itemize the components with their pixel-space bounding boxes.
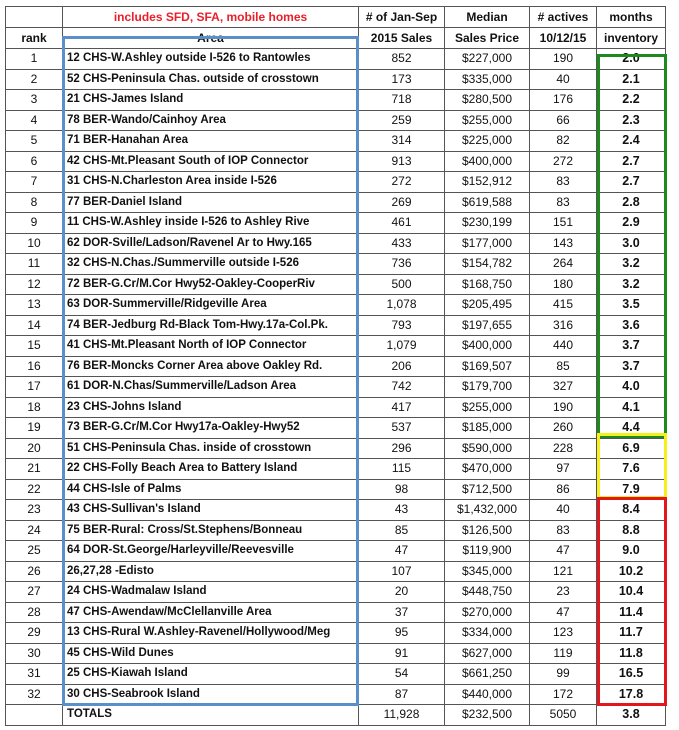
header-row-2	[6, 28, 666, 49]
row-price: $345,000	[445, 561, 530, 582]
table-row	[6, 274, 666, 295]
row-price: $152,912	[445, 172, 530, 193]
row-rank: 16	[6, 356, 63, 377]
row-sales: 47	[359, 541, 445, 562]
header-blank	[6, 7, 63, 28]
totals-actives: 5050	[530, 705, 597, 726]
row-actives: 83	[530, 192, 597, 213]
row-area: 74 BER-Jedburg Rd-Black Tom-Hwy.17a-Col.Pk.	[63, 315, 359, 336]
row-rank: 32	[6, 684, 63, 705]
row-price: $280,500	[445, 90, 530, 111]
row-inventory: 11.8	[597, 643, 666, 664]
table-row	[6, 90, 666, 111]
row-inventory: 3.7	[597, 336, 666, 357]
table-row	[6, 582, 666, 603]
row-area: 61 DOR-N.Chas/Summerville/Ladson Area	[63, 377, 359, 398]
row-price: $627,000	[445, 643, 530, 664]
row-sales: 461	[359, 213, 445, 234]
row-rank: 15	[6, 336, 63, 357]
row-sales: 852	[359, 49, 445, 70]
row-inventory: 2.4	[597, 131, 666, 152]
row-inventory: 7.6	[597, 459, 666, 480]
row-actives: 143	[530, 233, 597, 254]
row-area: 62 DOR-Sville/Ladson/Ravenel Ar to Hwy.165	[63, 233, 359, 254]
table-row	[6, 418, 666, 439]
row-price: $179,700	[445, 377, 530, 398]
row-area: 32 CHS-N.Chas./Summerville outside I-526	[63, 254, 359, 275]
row-inventory: 3.6	[597, 315, 666, 336]
row-inventory: 11.7	[597, 623, 666, 644]
row-area: 72 BER-G.Cr/M.Cor Hwy52-Oakley-CooperRiv	[63, 274, 359, 295]
row-sales: 85	[359, 520, 445, 541]
row-actives: 316	[530, 315, 597, 336]
row-inventory: 3.2	[597, 274, 666, 295]
totals-label: TOTALS	[63, 705, 359, 726]
row-inventory: 2.0	[597, 49, 666, 70]
table-row	[6, 131, 666, 152]
table-row	[6, 295, 666, 316]
row-rank: 26	[6, 561, 63, 582]
table-row	[6, 500, 666, 521]
table-row	[6, 172, 666, 193]
table-row	[6, 254, 666, 275]
row-area: 45 CHS-Wild Dunes	[63, 643, 359, 664]
row-price: $590,000	[445, 438, 530, 459]
row-rank: 11	[6, 254, 63, 275]
table-row	[6, 438, 666, 459]
row-sales: 1,078	[359, 295, 445, 316]
row-actives: 47	[530, 602, 597, 623]
row-rank: 17	[6, 377, 63, 398]
totals-inventory: 3.8	[597, 705, 666, 726]
table-row	[6, 623, 666, 644]
header-actives-line1: # actives	[530, 7, 597, 28]
table-row	[6, 151, 666, 172]
row-area: 23 CHS-Johns Island	[63, 397, 359, 418]
row-sales: 433	[359, 233, 445, 254]
row-actives: 176	[530, 90, 597, 111]
header-note: includes SFD, SFA, mobile homes	[63, 7, 359, 28]
row-inventory: 17.8	[597, 684, 666, 705]
row-sales: 43	[359, 500, 445, 521]
row-inventory: 3.2	[597, 254, 666, 275]
row-actives: 123	[530, 623, 597, 644]
row-area: 12 CHS-W.Ashley outside I-526 to Rantowles	[63, 49, 359, 70]
row-actives: 40	[530, 69, 597, 90]
table-row	[6, 110, 666, 131]
table-row	[6, 397, 666, 418]
row-price: $126,500	[445, 520, 530, 541]
row-sales: 54	[359, 664, 445, 685]
row-rank: 2	[6, 69, 63, 90]
row-price: $712,500	[445, 479, 530, 500]
row-inventory: 16.5	[597, 664, 666, 685]
row-area: 13 CHS-Rural W.Ashley-Ravenel/Hollywood/Meg	[63, 623, 359, 644]
row-actives: 228	[530, 438, 597, 459]
row-inventory: 3.7	[597, 356, 666, 377]
row-actives: 415	[530, 295, 597, 316]
row-area: 78 BER-Wando/Cainhoy Area	[63, 110, 359, 131]
row-actives: 440	[530, 336, 597, 357]
row-rank: 7	[6, 172, 63, 193]
header-row-1	[6, 7, 666, 28]
header-area: Area	[63, 28, 359, 49]
row-actives: 327	[530, 377, 597, 398]
row-area: 21 CHS-James Island	[63, 90, 359, 111]
row-area: 41 CHS-Mt.Pleasant North of IOP Connector	[63, 336, 359, 357]
row-price: $448,750	[445, 582, 530, 603]
row-price: $335,000	[445, 69, 530, 90]
header-sales-line1: # of Jan-Sep	[359, 7, 445, 28]
table-row	[6, 213, 666, 234]
totals-price: $232,500	[445, 705, 530, 726]
row-price: $227,000	[445, 49, 530, 70]
table-row	[6, 233, 666, 254]
row-price: $400,000	[445, 151, 530, 172]
row-sales: 20	[359, 582, 445, 603]
row-area: 31 CHS-N.Charleston Area inside I-526	[63, 172, 359, 193]
row-actives: 190	[530, 49, 597, 70]
row-actives: 66	[530, 110, 597, 131]
row-inventory: 3.0	[597, 233, 666, 254]
row-price: $440,000	[445, 684, 530, 705]
row-sales: 913	[359, 151, 445, 172]
totals-row	[6, 705, 666, 726]
row-actives: 264	[530, 254, 597, 275]
row-rank: 25	[6, 541, 63, 562]
header-rank: rank	[6, 28, 63, 49]
row-price: $619,588	[445, 192, 530, 213]
table-row	[6, 664, 666, 685]
row-rank: 10	[6, 233, 63, 254]
row-sales: 206	[359, 356, 445, 377]
row-inventory: 2.8	[597, 192, 666, 213]
row-area: 77 BER-Daniel Island	[63, 192, 359, 213]
row-area: 30 CHS-Seabrook Island	[63, 684, 359, 705]
row-rank: 18	[6, 397, 63, 418]
row-inventory: 2.1	[597, 69, 666, 90]
row-sales: 500	[359, 274, 445, 295]
row-price: $230,199	[445, 213, 530, 234]
row-inventory: 10.2	[597, 561, 666, 582]
row-price: $169,507	[445, 356, 530, 377]
table-row	[6, 561, 666, 582]
row-inventory: 4.4	[597, 418, 666, 439]
row-price: $225,000	[445, 131, 530, 152]
table-row	[6, 541, 666, 562]
row-rank: 21	[6, 459, 63, 480]
row-price: $270,000	[445, 602, 530, 623]
row-actives: 85	[530, 356, 597, 377]
table-row	[6, 69, 666, 90]
row-inventory: 11.4	[597, 602, 666, 623]
row-area: 64 DOR-St.George/Harleyville/Reevesville	[63, 541, 359, 562]
row-inventory: 6.9	[597, 438, 666, 459]
row-sales: 87	[359, 684, 445, 705]
row-actives: 99	[530, 664, 597, 685]
table-row	[6, 520, 666, 541]
row-actives: 121	[530, 561, 597, 582]
row-actives: 260	[530, 418, 597, 439]
row-actives: 86	[530, 479, 597, 500]
row-sales: 37	[359, 602, 445, 623]
table-row	[6, 315, 666, 336]
row-actives: 82	[530, 131, 597, 152]
row-actives: 151	[530, 213, 597, 234]
row-sales: 107	[359, 561, 445, 582]
table-row	[6, 377, 666, 398]
row-rank: 3	[6, 90, 63, 111]
row-area: 76 BER-Moncks Corner Area above Oakley Rd.	[63, 356, 359, 377]
row-inventory: 4.0	[597, 377, 666, 398]
row-price: $154,782	[445, 254, 530, 275]
row-sales: 793	[359, 315, 445, 336]
row-area: 71 BER-Hanahan Area	[63, 131, 359, 152]
row-price: $185,000	[445, 418, 530, 439]
row-actives: 83	[530, 172, 597, 193]
row-sales: 98	[359, 479, 445, 500]
row-price: $1,432,000	[445, 500, 530, 521]
row-rank: 23	[6, 500, 63, 521]
table-row	[6, 643, 666, 664]
row-price: $255,000	[445, 397, 530, 418]
table-row	[6, 459, 666, 480]
row-inventory: 2.7	[597, 172, 666, 193]
row-rank: 31	[6, 664, 63, 685]
row-area: 44 CHS-Isle of Palms	[63, 479, 359, 500]
header-inventory-line2: inventory	[597, 28, 666, 49]
row-sales: 718	[359, 90, 445, 111]
row-area: 25 CHS-Kiawah Island	[63, 664, 359, 685]
row-sales: 417	[359, 397, 445, 418]
row-inventory: 7.9	[597, 479, 666, 500]
row-price: $334,000	[445, 623, 530, 644]
row-rank: 6	[6, 151, 63, 172]
row-price: $197,655	[445, 315, 530, 336]
row-inventory: 8.8	[597, 520, 666, 541]
header-sales-line2: 2015 Sales	[359, 28, 445, 49]
row-price: $177,000	[445, 233, 530, 254]
row-price: $661,250	[445, 664, 530, 685]
row-price: $400,000	[445, 336, 530, 357]
row-price: $119,900	[445, 541, 530, 562]
report-container	[5, 6, 666, 726]
row-rank: 13	[6, 295, 63, 316]
row-sales: 173	[359, 69, 445, 90]
row-inventory: 3.5	[597, 295, 666, 316]
row-actives: 180	[530, 274, 597, 295]
row-sales: 742	[359, 377, 445, 398]
row-sales: 269	[359, 192, 445, 213]
row-area: 51 CHS-Peninsula Chas. inside of crosstown	[63, 438, 359, 459]
row-inventory: 8.4	[597, 500, 666, 521]
row-actives: 119	[530, 643, 597, 664]
row-inventory: 4.1	[597, 397, 666, 418]
row-sales: 259	[359, 110, 445, 131]
row-area: 75 BER-Rural: Cross/St.Stephens/Bonneau	[63, 520, 359, 541]
table-row	[6, 356, 666, 377]
table-row	[6, 49, 666, 70]
row-area: 43 CHS-Sullivan's Island	[63, 500, 359, 521]
row-actives: 23	[530, 582, 597, 603]
row-rank: 19	[6, 418, 63, 439]
row-price: $255,000	[445, 110, 530, 131]
row-rank: 28	[6, 602, 63, 623]
row-area: 42 CHS-Mt.Pleasant South of IOP Connector	[63, 151, 359, 172]
row-inventory: 2.9	[597, 213, 666, 234]
row-area: 73 BER-G.Cr/M.Cor Hwy17a-Oakley-Hwy52	[63, 418, 359, 439]
row-sales: 736	[359, 254, 445, 275]
row-rank: 27	[6, 582, 63, 603]
row-actives: 47	[530, 541, 597, 562]
row-inventory: 9.0	[597, 541, 666, 562]
table-row	[6, 684, 666, 705]
row-sales: 91	[359, 643, 445, 664]
row-rank: 29	[6, 623, 63, 644]
row-inventory: 10.4	[597, 582, 666, 603]
row-sales: 296	[359, 438, 445, 459]
row-actives: 172	[530, 684, 597, 705]
row-rank: 20	[6, 438, 63, 459]
row-area: 63 DOR-Summerville/Ridgeville Area	[63, 295, 359, 316]
row-actives: 97	[530, 459, 597, 480]
header-inventory-line1: months	[597, 7, 666, 28]
row-actives: 190	[530, 397, 597, 418]
row-rank: 9	[6, 213, 63, 234]
row-rank: 22	[6, 479, 63, 500]
row-area: 22 CHS-Folly Beach Area to Battery Island	[63, 459, 359, 480]
totals-sales: 11,928	[359, 705, 445, 726]
row-price: $205,495	[445, 295, 530, 316]
row-rank: 14	[6, 315, 63, 336]
row-sales: 314	[359, 131, 445, 152]
table-row	[6, 602, 666, 623]
row-price: $168,750	[445, 274, 530, 295]
header-price-line1: Median	[445, 7, 530, 28]
row-sales: 537	[359, 418, 445, 439]
row-area: 26,27,28 -Edisto	[63, 561, 359, 582]
table-row	[6, 336, 666, 357]
row-rank: 5	[6, 131, 63, 152]
row-actives: 40	[530, 500, 597, 521]
row-rank: 4	[6, 110, 63, 131]
row-rank: 30	[6, 643, 63, 664]
row-area: 11 CHS-W.Ashley inside I-526 to Ashley Rive	[63, 213, 359, 234]
row-actives: 272	[530, 151, 597, 172]
row-sales: 272	[359, 172, 445, 193]
row-rank: 8	[6, 192, 63, 213]
row-rank: 12	[6, 274, 63, 295]
table-row	[6, 192, 666, 213]
row-rank: 24	[6, 520, 63, 541]
row-area: 47 CHS-Awendaw/McClellanville Area	[63, 602, 359, 623]
row-area: 24 CHS-Wadmalaw Island	[63, 582, 359, 603]
row-sales: 95	[359, 623, 445, 644]
row-inventory: 2.2	[597, 90, 666, 111]
header-actives-line2: 10/12/15	[530, 28, 597, 49]
row-inventory: 2.3	[597, 110, 666, 131]
row-sales: 115	[359, 459, 445, 480]
row-area: 52 CHS-Peninsula Chas. outside of crosstown	[63, 69, 359, 90]
row-rank: 1	[6, 49, 63, 70]
totals-blank	[6, 705, 63, 726]
row-actives: 83	[530, 520, 597, 541]
row-inventory: 2.7	[597, 151, 666, 172]
table-row	[6, 479, 666, 500]
header-price-line2: Sales Price	[445, 28, 530, 49]
row-price: $470,000	[445, 459, 530, 480]
inventory-table	[5, 6, 666, 726]
row-sales: 1,079	[359, 336, 445, 357]
